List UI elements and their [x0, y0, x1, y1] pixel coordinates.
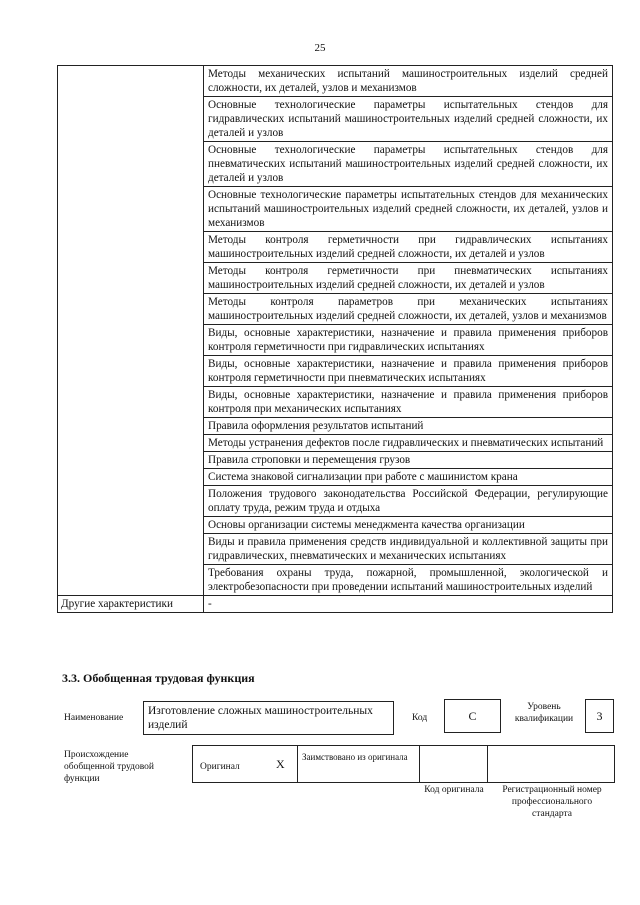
level-value: 3	[585, 699, 614, 733]
knowledge-item: Правила строповки и перемещения грузов	[204, 452, 613, 469]
origin-label: Происхождение обобщенной трудовой функции	[64, 750, 154, 784]
knowledge-item: Основные технологические параметры испытательных стендов для гидравлических испытаний машиностроительных изделий средней сложности, их деталей и узлов	[204, 97, 613, 142]
knowledge-item: Виды, основные характеристики, назначение и правила применения приборов контроля при механических испытаниях	[204, 387, 613, 418]
knowledge-item: Методы механических испытаний машиностроительных изделий средней сложности, их деталей, узлов и механизмов	[204, 66, 613, 97]
knowledge-table	[57, 65, 613, 613]
code-value: С	[444, 699, 501, 733]
knowledge-table-body	[58, 66, 613, 613]
original-label: Оригинал	[200, 762, 240, 772]
knowledge-item: Виды, основные характеристики, назначение и правила применения приборов контроля герметичности при гидравлических испытаниях	[204, 325, 613, 356]
knowledge-item: Методы устранения дефектов после гидравлических и пневматических испытаний	[204, 435, 613, 452]
code-original-cell	[420, 745, 488, 783]
knowledge-item: Основы организации системы менеджмента качества организации	[204, 517, 613, 534]
knowledge-item: Основные технологические параметры испытательных стендов для пневматических испытаний машиностроительных изделий средней сложности, их деталей и узлов	[204, 142, 613, 187]
other-characteristics-label: Другие характеристики	[58, 596, 204, 613]
section-heading: 3.3. Обобщенная трудовая функция	[62, 671, 255, 685]
knowledge-item: Основные технологические параметры испытательных стендов для механических испытаний машиностроительных изделий средней сложности, их деталей, узлов и механизмов	[204, 187, 613, 232]
knowledge-item: Виды, основные характеристики, назначение и правила применения приборов контроля герметичности при пневматических испытаниях	[204, 356, 613, 387]
knowledge-item: Методы контроля параметров при механических испытаниях машиностроительных изделий средней сложности, их деталей, узлов и механизмов	[204, 294, 613, 325]
knowledge-item: Требования охраны труда, пожарной, промышленной, экологической и электробезопасности при проведении испытаний машиностроительных изделий	[204, 565, 613, 596]
knowledge-item: Правила оформления результатов испытаний	[204, 418, 613, 435]
reg-number-caption: Регистрационный номер профессионального стандарта	[502, 785, 602, 819]
name-value: Изготовление сложных машиностроительных изделий	[143, 701, 394, 735]
knowledge-item: Методы контроля герметичности при пневматических испытаниях машиностроительных изделий средней сложности, их деталей и узлов	[204, 263, 613, 294]
borrowed-cell	[298, 745, 420, 783]
borrowed-label: Заимствовано из оригинала	[302, 752, 408, 762]
name-label: Наименование	[64, 713, 124, 723]
page-number: 25	[314, 42, 326, 54]
other-characteristics-value: -	[204, 596, 613, 613]
code-original-caption: Код оригинала	[424, 785, 484, 795]
knowledge-item: Система знаковой сигнализации при работе с машинистом крана	[204, 469, 613, 486]
knowledge-left-cell	[58, 66, 204, 596]
level-label: Уровень квалификации	[514, 702, 574, 724]
original-mark: X	[276, 757, 285, 771]
knowledge-row	[58, 66, 613, 97]
code-label: Код	[412, 713, 428, 723]
knowledge-item: Виды и правила применения средств индивидуальной и коллективной защиты при гидравлических, пневматических и механических испытаниях	[204, 534, 613, 565]
knowledge-item: Положения трудового законодательства Российской Федерации, регулирующие оплату труда, режим труда и отдыха	[204, 486, 613, 517]
knowledge-item: Методы контроля герметичности при гидравлических испытаниях машиностроительных изделий средней сложности, их деталей и узлов	[204, 232, 613, 263]
other-characteristics-row	[58, 596, 613, 613]
